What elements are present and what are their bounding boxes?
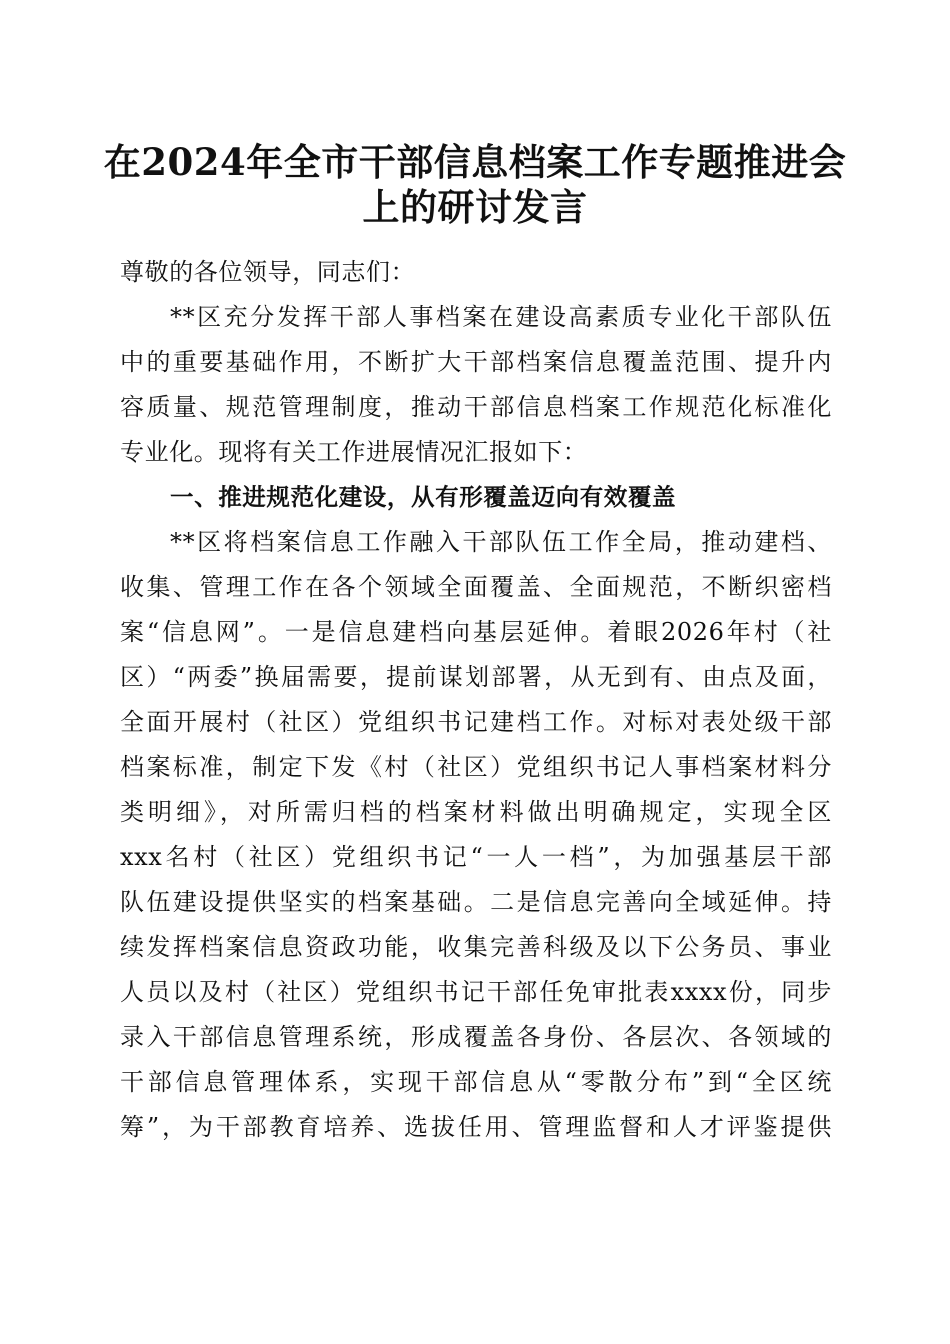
document-title-line-1: 在2024年全市干部信息档案工作专题推进会 <box>103 140 847 184</box>
paragraph-line: 容质量、规范管理制度，推动干部信息档案工作规范化标准化 <box>120 393 832 421</box>
section-heading-1: 一、推进规范化建设，从有形覆盖迈向有效覆盖 <box>170 483 677 511</box>
paragraph-line: 录入干部信息管理系统，形成覆盖各身份、各层次、各领域的 <box>120 1023 832 1051</box>
paragraph-line: 区）“两委”换届需要，提前谋划部署，从无到有、由点及面， <box>120 663 832 691</box>
paragraph-line: 干部信息管理体系，实现干部信息从“零散分布”到“全区统 <box>120 1068 832 1096</box>
paragraph-line: 全面开展村（社区）党组织书记建档工作。对标对表处级干部 <box>120 708 832 736</box>
document-title-line-2: 上的研讨发言 <box>362 185 588 229</box>
paragraph-line: 收集、管理工作在各个领域全面覆盖、全面规范，不断织密档 <box>120 573 832 601</box>
paragraph-line: 专业化。现将有关工作进展情况汇报如下： <box>120 438 588 466</box>
paragraph-line: 续发挥档案信息资政功能，收集完善科级及以下公务员、事业 <box>120 933 832 961</box>
paragraph-line: **区充分发挥干部人事档案在建设高素质专业化干部队伍 <box>170 303 832 331</box>
paragraph-line: 案“信息网”。一是信息建档向基层延伸。着眼2026年村（社 <box>120 618 832 646</box>
paragraph-line: xxx名村（社区）党组织书记“一人一档”，为加强基层干部 <box>120 843 832 871</box>
paragraph-line: 档案标准，制定下发《村（社区）党组织书记人事档案材料分 <box>120 753 832 781</box>
paragraph-line: 人员以及村（社区）党组织书记干部任免审批表xxxx份，同步 <box>120 978 832 1006</box>
section-1-paragraph <box>120 520 832 1150</box>
paragraph-line: 队伍建设提供坚实的档案基础。二是信息完善向全域延伸。持 <box>120 888 832 916</box>
paragraph-line: 筹”，为干部教育培养、选拔任用、管理监督和人才评鉴提供 <box>120 1113 832 1141</box>
intro-paragraph <box>120 295 832 475</box>
paragraph-line: 中的重要基础作用，不断扩大干部档案信息覆盖范围、提升内 <box>120 348 832 376</box>
paragraph-line: 类明细》，对所需归档的档案材料做出明确规定，实现全区 <box>120 798 832 826</box>
paragraph-line: **区将档案信息工作融入干部队伍工作全局，推动建档、 <box>170 528 832 556</box>
document-body <box>120 250 832 1150</box>
greeting: 尊敬的各位领导，同志们： <box>120 258 416 286</box>
